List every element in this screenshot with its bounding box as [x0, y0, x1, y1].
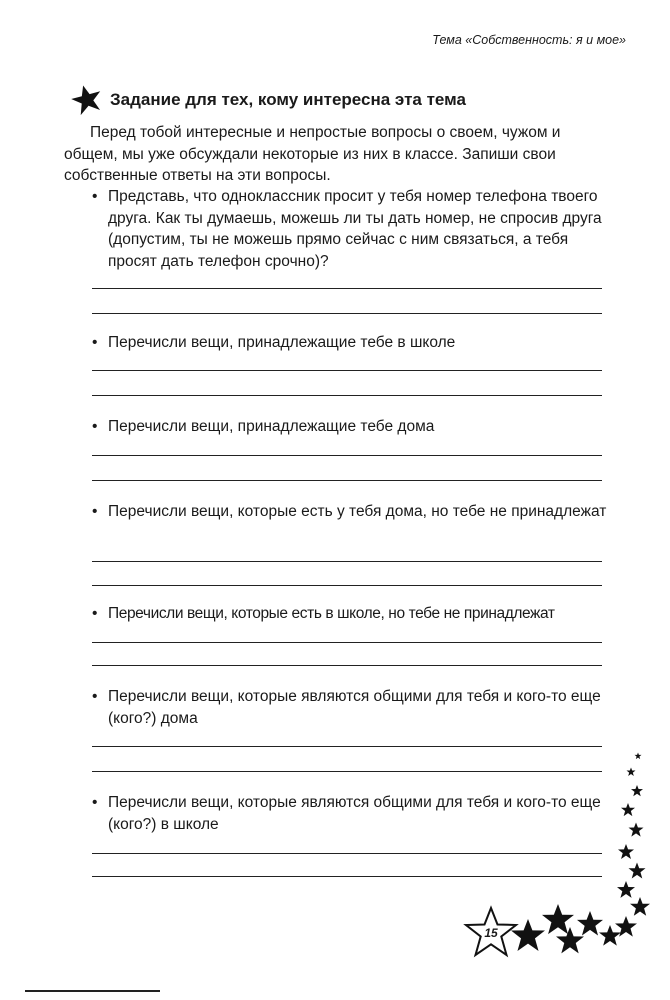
answer-line[interactable] — [92, 561, 602, 562]
question-text: Перечисли вещи, которые есть у тебя дома, но тебе не принадлежат — [108, 503, 607, 520]
question-2 — [92, 332, 612, 354]
bullet: • — [92, 188, 98, 205]
question-1 — [92, 186, 612, 272]
question-text: Перечисли вещи, которые являются общими для тебя и кого-то еще (кого?) в школе — [108, 794, 601, 833]
answer-line[interactable] — [92, 313, 602, 314]
answer-line[interactable] — [92, 480, 602, 481]
bullet: • — [92, 794, 98, 811]
question-text: Перечисли вещи, которые есть в школе, но тебе не принадлежат — [108, 605, 555, 622]
task-title: Задание для тех, кому интересна эта тема — [110, 90, 466, 109]
question-text: Перечисли вещи, которые являются общими для тебя и кого-то еще (кого?) дома — [108, 688, 601, 727]
question-6 — [92, 686, 612, 729]
page-number-star — [462, 905, 520, 961]
footer-rule — [25, 990, 160, 992]
page-number: 15 — [484, 926, 498, 940]
question-text: Перечисли вещи, принадлежащие тебе дома — [108, 418, 435, 435]
bullet: • — [92, 688, 98, 705]
question-5 — [92, 603, 612, 625]
bullet: • — [92, 418, 98, 435]
intro-paragraph: Перед тобой интересные и непростые вопросы о своем, чужом и общем, мы уже обсуждали некоторые из них в классе. Запиши свои собственные ответы на эти вопросы. — [64, 124, 561, 184]
question-text: Представь, что одноклассник просит у тебя номер телефона твоего друга. Как ты думаешь, можешь ли ты дать номер, не спросив друга (допустим, ты не можешь прямо сейчас с ним связаться, а тебя просят дать телефон срочно)? — [108, 188, 602, 270]
bullet: • — [92, 605, 98, 622]
bullet: • — [92, 334, 98, 351]
answer-line[interactable] — [92, 395, 602, 396]
answer-line[interactable] — [92, 288, 602, 289]
bullet: • — [92, 503, 98, 520]
answer-line[interactable] — [92, 455, 602, 456]
question-3 — [92, 416, 612, 438]
star-icon — [70, 84, 104, 116]
answer-line[interactable] — [92, 370, 602, 371]
answer-line[interactable] — [92, 585, 602, 586]
running-header: Тема «Собственность: я и мое» — [432, 33, 626, 47]
question-text: Перечисли вещи, принадлежащие тебе в школе — [108, 334, 456, 351]
answer-line[interactable] — [92, 642, 602, 643]
task-heading — [70, 84, 466, 116]
answer-line[interactable] — [92, 665, 602, 666]
question-4 — [92, 501, 612, 523]
